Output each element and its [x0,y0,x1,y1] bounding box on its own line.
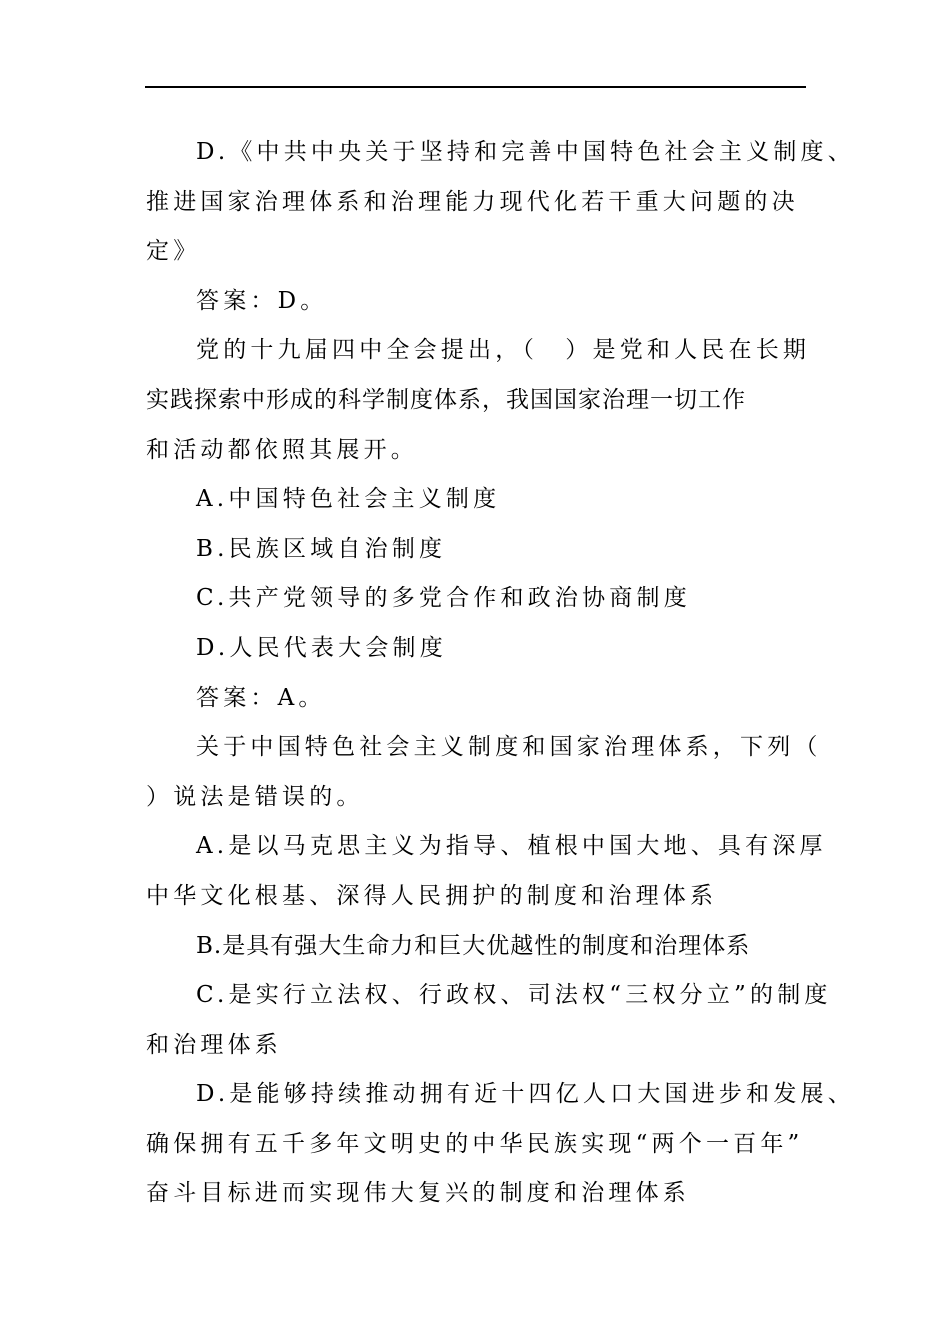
document-body [146,128,855,1219]
question-3-option-b: B.是具有强大生命力和巨大优越性的制度和治理体系 [196,932,751,959]
question-3-line-2: ）说法是错误的。 [146,783,364,810]
answer-1: 答案：D。 [196,287,328,314]
question-3-option-d-line-3: 奋斗目标进而实现伟大复兴的制度和治理体系 [146,1180,690,1207]
question-3-option-d-line-1: D.是能够持续推动拥有近十四亿人口大国进步和发展、 [196,1081,855,1108]
answer-2: 答案：A。 [196,684,326,711]
question-2-option-b: B.民族区域自治制度 [196,535,447,562]
question-2-line-1: 党的十九届四中全会提出，（ ）是党和人民在长期 [196,337,811,364]
header-rule [145,86,806,88]
question-3-line-1: 关于中国特色社会主义制度和国家治理体系，下列（ [196,734,822,761]
question-3-option-c-line-1: C.是实行立法权、行政权、司法权“三权分立”的制度 [196,982,832,1009]
question-2-option-d: D.人民代表大会制度 [196,634,447,661]
question-2-line-3: 和活动都依照其展开。 [146,436,418,463]
question-3-option-a-line-2: 中华文化根基、深得人民拥护的制度和治理体系 [146,882,718,909]
option-d-line-2: 推进国家治理体系和治理能力现代化若干重大问题的决 [146,188,799,215]
question-2-option-a: A.中国特色社会主义制度 [196,486,501,513]
option-d-line-1: D.《中共中央关于坚持和完善中国特色社会主义制度、 [196,139,855,165]
option-d-line-3: 定》 [146,238,201,265]
question-3-option-c-line-2: 和治理体系 [146,1031,282,1058]
question-3-option-a-line-1: A.是以马克思主义为指导、植根中国大地、具有深厚 [196,833,827,860]
question-2-line-2: 实践探索中形成的科学制度体系，我国国家治理一切工作 [146,386,746,413]
question-2-option-c: C.共产党领导的多党合作和政治协商制度 [196,585,691,612]
question-3-option-d-line-2: 确保拥有五千多年文明史的中华民族实现“两个一百年” [146,1130,804,1157]
